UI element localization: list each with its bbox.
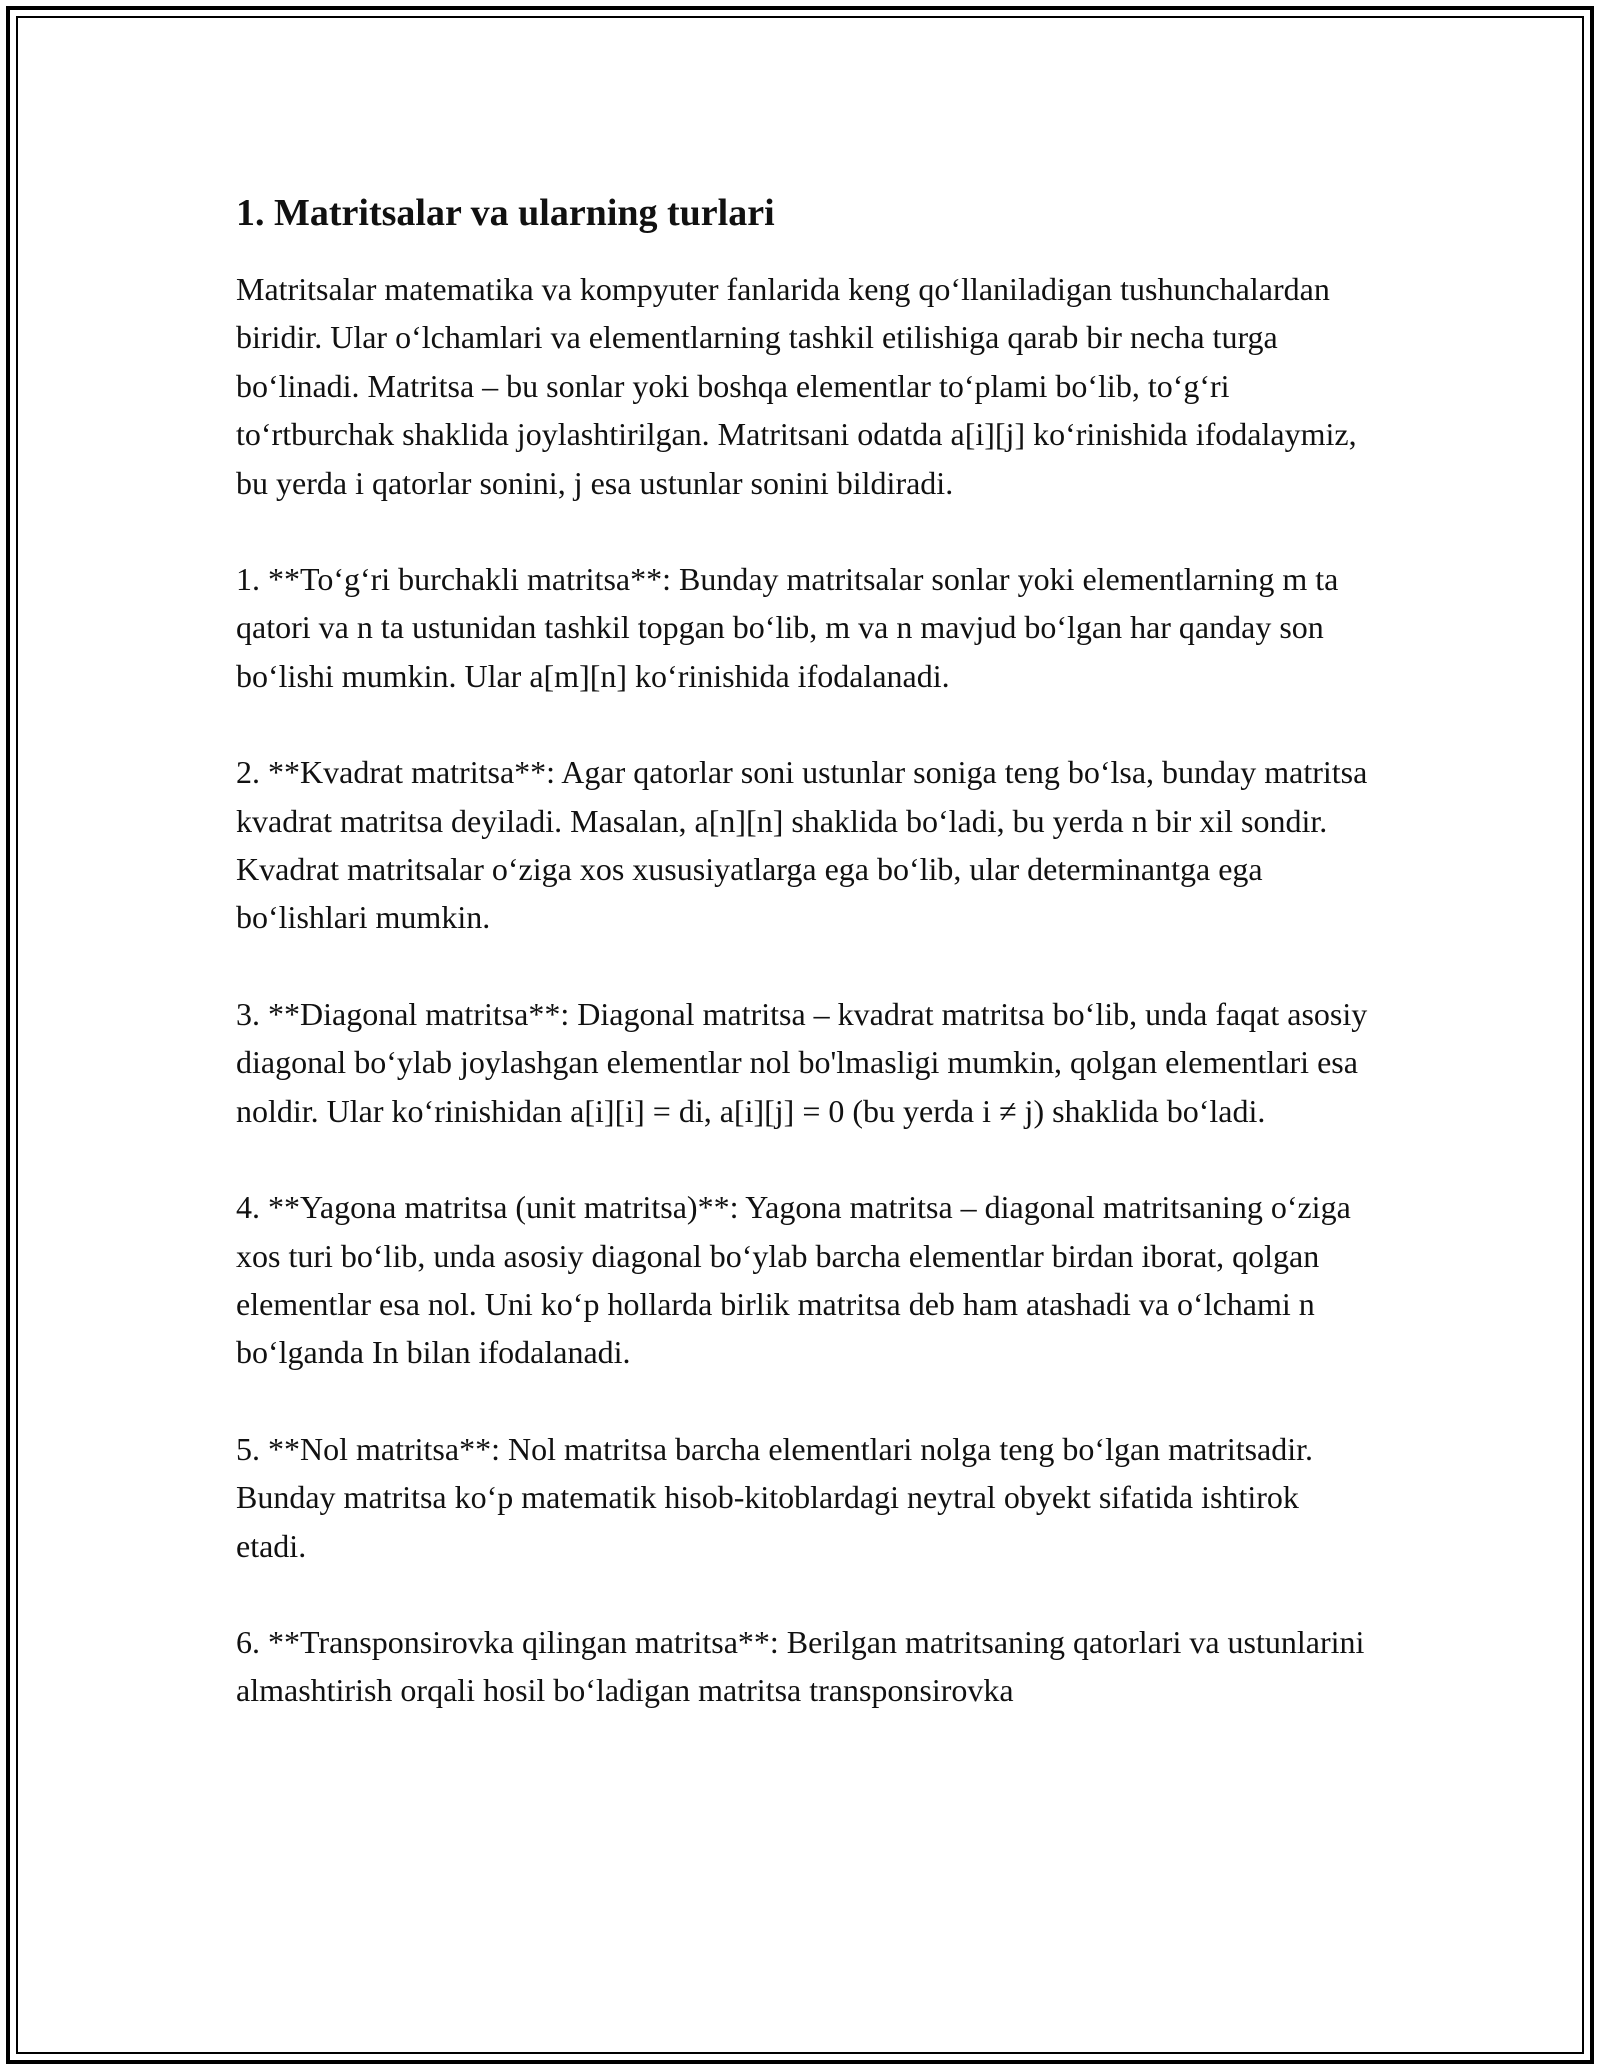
section-heading: 1. Matritsalar va ularning turlari bbox=[236, 192, 775, 234]
list-item-unit-matrix: 4. **Yagona matritsa (unit matritsa)**: Yagona matritsa – diagonal matritsaning o‘ziga xos turi bo‘lib, unda asosiy diagonal bo‘ylab barcha elementlar birdan iborat, qolgan elementlar esa nol. Uni ko‘p hollarda birlik matritsa deb ham atashadi va o‘lchami n bo‘lganda In bilan ifodalanadi. bbox=[236, 1189, 1351, 1371]
document-body bbox=[236, 186, 1376, 1715]
list-item-transposed-matrix: 6. **Transponsirovka qilingan matritsa**: Berilgan matritsaning qatorlari va ustunlarini almashtirish orqali hosil bo‘ladigan matritsa transponsirovka bbox=[236, 1623, 1365, 1709]
list-item-diagonal-matrix: 3. **Diagonal matritsa**: Diagonal matritsa – kvadrat matritsa bo‘lib, unda faqat asosiy diagonal bo‘ylab joylashgan elementlar nol bo'lmasligi mumkin, qolgan elementlari esa noldir. Ular ko‘rinishidan a[i][i] = di, a[i][j] = 0 (bu yerda i ≠ j) shaklida bo‘ladi. bbox=[236, 995, 1368, 1129]
intro-paragraph: Matritsalar matematika va kompyuter fanlarida keng qo‘llaniladigan tushunchalardan biridir. Ular o‘lchamlari va elementlarning tashkil etilishiga qarab bir necha turga bo‘linadi. Matritsa – bu sonlar yoki boshqa elementlar to‘plami bo‘lib, to‘g‘ri to‘rtburchak shaklida joylashtirilgan. Matritsani odatda a[i][j] ko‘rinishida ifodalaymiz, bu yerda i qatorlar sonini, j esa ustunlar sonini bildiradi. bbox=[236, 271, 1357, 501]
list-item-square-matrix: 2. **Kvadrat matritsa**: Agar qatorlar soni ustunlar soniga teng bo‘lsa, bunday matritsa kvadrat matritsa deyiladi. Masalan, a[n][n] shaklida bo‘ladi, bu yerda n bir xil sondir. Kvadrat matritsalar o‘ziga xos xususiyatlarga ega bo‘lib, ular determinantga ega bo‘lishlari mumkin. bbox=[236, 754, 1368, 936]
list-item-zero-matrix: 5. **Nol matritsa**: Nol matritsa barcha elementlari nolga teng bo‘lgan matritsadir. Bunday matritsa ko‘p matematik hisob-kitoblardagi neytral obyekt sifatida ishtirok etadi. bbox=[236, 1430, 1314, 1564]
list-item-rectangular-matrix: 1. **To‘g‘ri burchakli matritsa**: Bunday matritsalar sonlar yoki elementlarning m ta qatori va n ta ustunidan tashkil topgan bo‘lib, m va n mavjud bo‘lgan har qanday son bo‘lishi mumkin. Ular a[m][n] ko‘rinishida ifodalanadi. bbox=[236, 561, 1339, 694]
